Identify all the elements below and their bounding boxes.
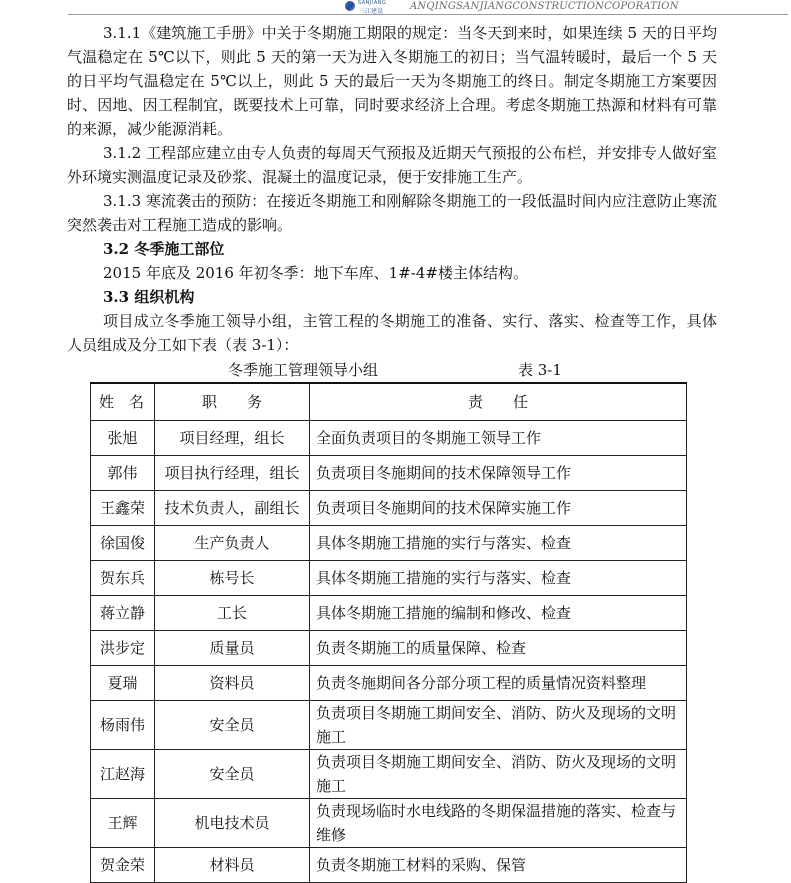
- table-row: [91, 700, 687, 749]
- cell-position: 项目执行经理，组长: [155, 455, 310, 490]
- cell-name: 张旭: [91, 420, 155, 455]
- table-row: [91, 560, 687, 595]
- table-row: [91, 455, 687, 490]
- paragraph-3-3: 项目成立冬季施工领导小组，主管工程的冬期施工的准备、实行、落实、检查等工作，具体人员组成及分工如下表（表 3-1）：: [67, 312, 717, 354]
- cell-position: 栋号长: [155, 560, 310, 595]
- cell-position: 生产负责人: [155, 525, 310, 560]
- section-heading-3-2: 3.2 冬季施工部位: [103, 240, 225, 258]
- header-name: 姓 名: [91, 383, 155, 420]
- cell-position: 机电技术员: [155, 798, 310, 847]
- cell-name: 徐国俊: [91, 525, 155, 560]
- cell-responsibility: 负责冬期施工的质量保障、检查: [310, 630, 687, 665]
- cell-responsibility: 具体冬期施工措施的实行与落实、检查: [310, 560, 687, 595]
- logo-chinese-text: 三江建设: [359, 8, 384, 15]
- cell-responsibility: 具体冬期施工措施的编制和修改、检查: [310, 595, 687, 630]
- table-row: [91, 847, 687, 882]
- cell-responsibility: 负责冬期施工材料的采购、保管: [310, 847, 687, 882]
- cell-name: 王辉: [91, 798, 155, 847]
- cell-name: 郭伟: [91, 455, 155, 490]
- cell-name: 杨雨伟: [91, 700, 155, 749]
- cell-responsibility: 全面负责项目的冬期施工领导工作: [310, 420, 687, 455]
- table-row: [91, 490, 687, 525]
- cell-responsibility: 负责项目冬期施工期间安全、消防、防火及现场的文明施工: [310, 749, 687, 798]
- table-title: 冬季施工管理领导小组: [228, 361, 379, 379]
- logo-latin-text: SANJIANG: [358, 0, 387, 6]
- cell-name: 贺东兵: [91, 560, 155, 595]
- cell-position: 项目经理，组长: [155, 420, 310, 455]
- cell-position: 质量员: [155, 630, 310, 665]
- cell-position: 技术负责人，副组长: [155, 490, 310, 525]
- company-name-header: ANQINGSANJIANGCONSTRUCTIONCOPORATION: [410, 1, 679, 12]
- paragraph-3-1-1: 3.1.1《建筑施工手册》中关于冬期施工期限的规定：当冬天到来时，如果连续 5 天的日平均气温稳定在 5℃以下，则此 5 天的第一天为进入冬期施工的初日；当气温转暖时，最后一个 5 天的日平均气温稳定在 5℃以上，则此 5 天的最后一天为冬期施工的终日。制定冬期施工方案要因时、因地、因工程制宜，既要技术上可靠，同时要求经济上合理。考虑冬期施工热源和材料有可靠的来源，减少能源消耗。: [67, 24, 717, 138]
- cell-name: 贺金荣: [91, 847, 155, 882]
- paragraph-3-1-3: 3.1.3 寒流袭击的预防：在接近冬期施工和刚解除冬期施工的一段低温时间内应注意防止寒流突然袭击对工程施工造成的影响。: [67, 192, 717, 234]
- cell-responsibility: 负责项目冬施期间的技术保障实施工作: [310, 490, 687, 525]
- cell-responsibility: 负责现场临时水电线路的冬期保温措施的落实、检查与维修: [310, 798, 687, 847]
- table-row: [91, 665, 687, 700]
- cell-position: 资料员: [155, 665, 310, 700]
- cell-responsibility: 负责项目冬施期间的技术保障领导工作: [310, 455, 687, 490]
- table-number: 表 3-1: [518, 361, 562, 379]
- table-row: [91, 798, 687, 847]
- cell-name: 夏瑞: [91, 665, 155, 700]
- cell-responsibility: 负责项目冬期施工期间安全、消防、防火及现场的文明施工: [310, 700, 687, 749]
- cell-position: 材料员: [155, 847, 310, 882]
- header-responsibility: 责 任: [310, 383, 687, 420]
- company-logo: [345, 0, 393, 14]
- cell-position: 安全员: [155, 700, 310, 749]
- cell-name: 王鑫荣: [91, 490, 155, 525]
- cell-position: 工长: [155, 595, 310, 630]
- section-heading-3-3: 3.3 组织机构: [103, 288, 195, 306]
- leadership-group-table: [90, 382, 687, 883]
- table-header-row: [91, 383, 687, 420]
- paragraph-3-1-2: 3.1.2 工程部应建立由专人负责的每周天气预报及近期天气预报的公布栏，并安排专人做好室外环境实测温度记录及砂浆、混凝土的温度记录，便于安排施工生产。: [67, 144, 717, 186]
- header-position: 职 务: [155, 383, 310, 420]
- cell-responsibility: 负责冬施期间各分部分项工程的质量情况资料整理: [310, 665, 687, 700]
- cell-responsibility: 具体冬期施工措施的实行与落实、检查: [310, 525, 687, 560]
- table-row: [91, 525, 687, 560]
- table-row: [91, 595, 687, 630]
- paragraph-3-2: 2015 年底及 2016 年初冬季：地下车库、1#-4#楼主体结构。: [103, 264, 528, 282]
- logo-icon: [345, 1, 355, 11]
- cell-position: 安全员: [155, 749, 310, 798]
- cell-name: 江赵海: [91, 749, 155, 798]
- table-row: [91, 749, 687, 798]
- cell-name: 蒋立静: [91, 595, 155, 630]
- table-row: [91, 420, 687, 455]
- table-row: [91, 630, 687, 665]
- cell-name: 洪步定: [91, 630, 155, 665]
